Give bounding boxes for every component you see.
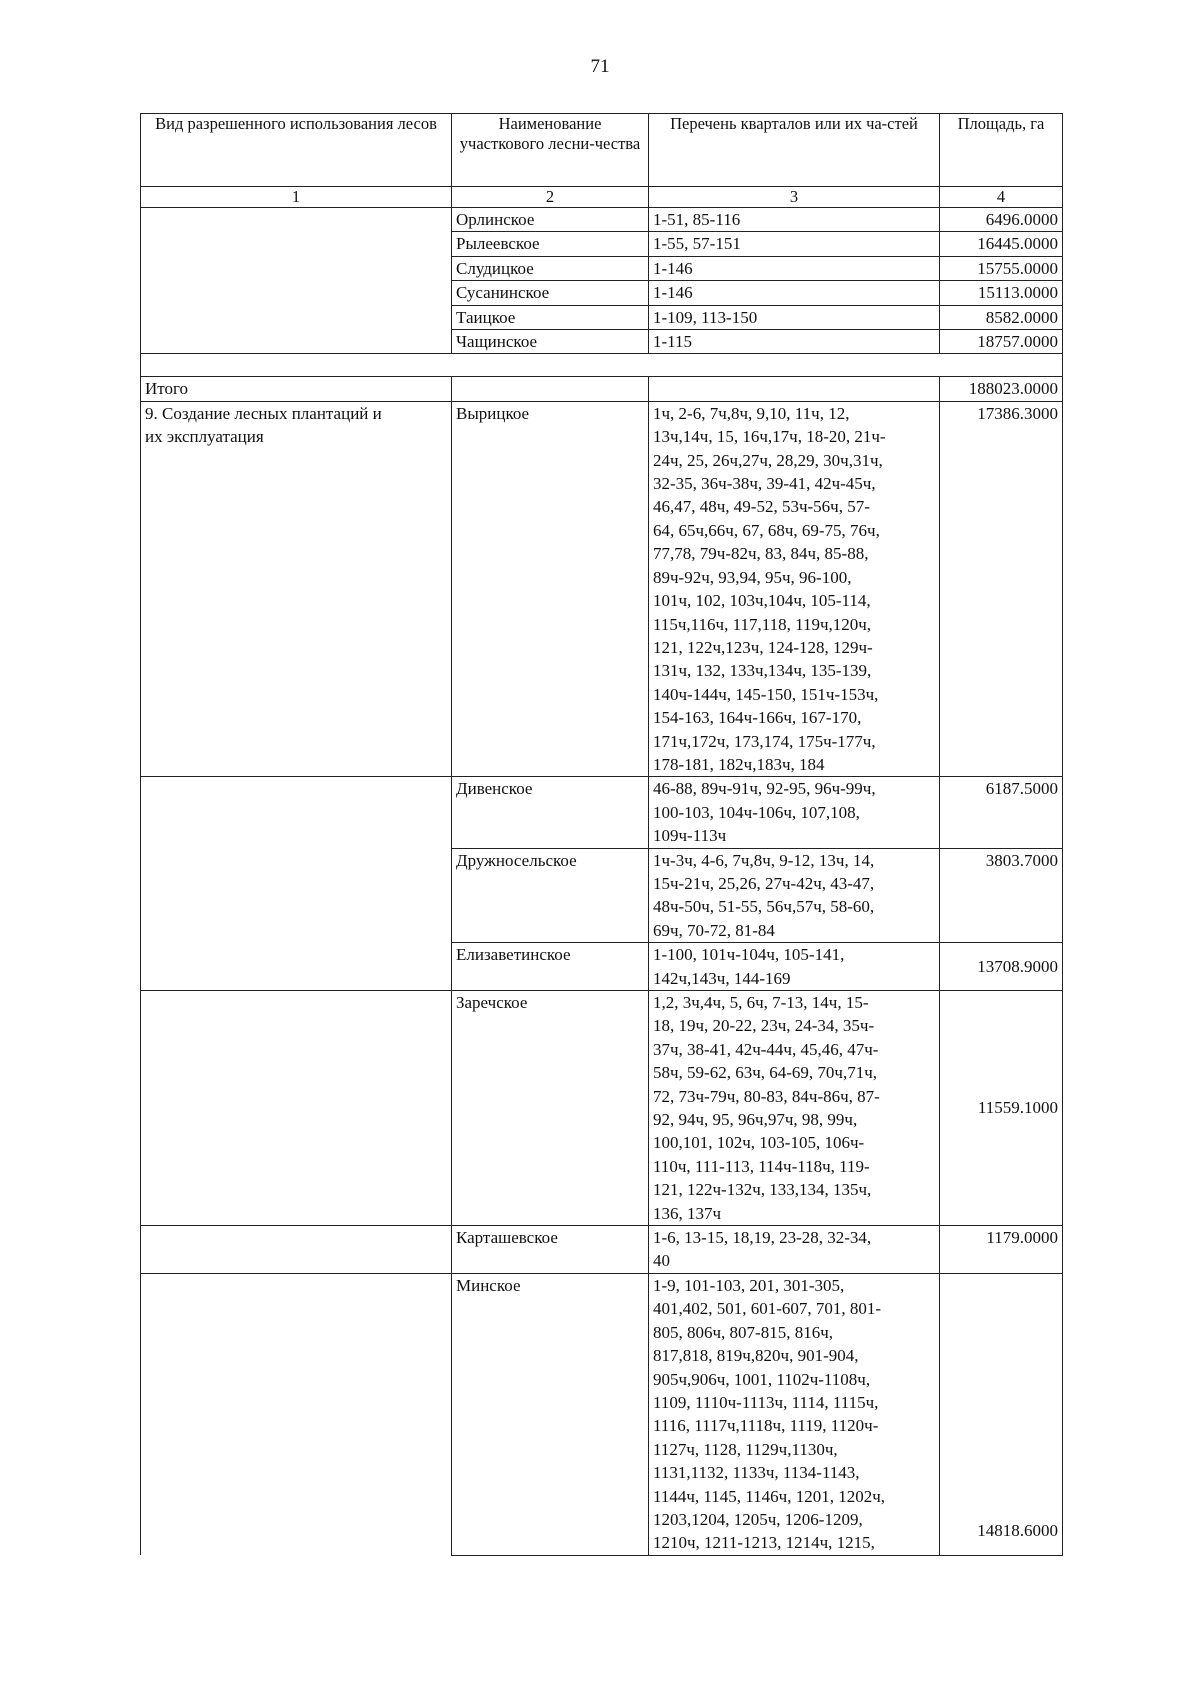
quarters-cell: 1-6, 13-15, 18,19, 23-28, 32-34, 40 [649, 1226, 940, 1274]
table-header-row [141, 114, 1063, 187]
forestry-cell: Елизаветинское [452, 943, 649, 991]
area-cell: 8582.0000 [940, 305, 1063, 329]
area-cell: 14818.6000 [940, 1273, 1063, 1555]
column-number: 1 [141, 187, 452, 208]
table-row [141, 208, 1063, 232]
area-cell: 3803.7000 [940, 848, 1063, 943]
quarters-cell: 1-55, 57-151 [649, 232, 940, 256]
header-area: Площадь, га [940, 114, 1063, 187]
area-cell: 6496.0000 [940, 208, 1063, 232]
quarters-cell: 1-9, 101-103, 201, 301-305, 401,402, 501, 601-607, 701, 801- 805, 806ч, 807-815, 816ч, 817,818, 819ч,820ч, 901-904, 905ч,906ч, 1001, 1102ч-1108ч, 1109, 1110ч-1113ч, 1114, 1115ч, 1116, 1117ч,1118ч, 1119, 1120ч- 1127ч, 1128, 1129ч,1130ч, 1131,1132, 1133ч, 1134-1143, 1144ч, 1145, 1146ч, 1201, 1202ч, 1203,1204, 1205ч, 1206-1209, 1210ч, 1211-1213, 1214ч, 1215, [649, 1273, 940, 1555]
area-cell: 16445.0000 [940, 232, 1063, 256]
column-number: 3 [649, 187, 940, 208]
total-area: 188023.0000 [940, 377, 1063, 401]
use-type-cell-empty [141, 777, 452, 991]
table-row [141, 1273, 1063, 1555]
forest-use-table [140, 113, 1063, 1556]
use-type-cell-empty [141, 208, 452, 354]
quarters-cell: 46-88, 89ч-91ч, 92-95, 96ч-99ч, 100-103, 104ч-106ч, 107,108, 109ч-113ч [649, 777, 940, 848]
forestry-cell: Дружносельское [452, 848, 649, 943]
forestry-cell: Минское [452, 1273, 649, 1555]
forestry-cell: Заречское [452, 991, 649, 1226]
area-cell: 1179.0000 [940, 1226, 1063, 1274]
use-type-cell-empty [141, 1273, 452, 1555]
use-type-cell-empty [141, 1226, 452, 1274]
area-cell: 6187.5000 [940, 777, 1063, 848]
column-number: 4 [940, 187, 1063, 208]
total-label: Итого [141, 377, 452, 401]
total-row [141, 377, 1063, 401]
area-cell: 13708.9000 [940, 943, 1063, 991]
quarters-cell: 1-109, 113-150 [649, 305, 940, 329]
forestry-cell: Орлинское [452, 208, 649, 232]
area-cell: 15113.0000 [940, 281, 1063, 305]
use-type-cell: 9. Создание лесных плантаций и их эксплуатация [141, 401, 452, 777]
quarters-cell: 1-100, 101ч-104ч, 105-141, 142ч,143ч, 144-169 [649, 943, 940, 991]
column-number: 2 [452, 187, 649, 208]
page-number: 71 [590, 56, 610, 77]
forestry-cell: Чащинское [452, 330, 649, 354]
quarters-cell: 1,2, 3ч,4ч, 5, 6ч, 7-13, 14ч, 15- 18, 19ч, 20-22, 23ч, 24-34, 35ч- 37ч, 38-41, 42ч-44ч, 45,46, 47ч- 58ч, 59-62, 63ч, 64-69, 70ч,71ч, 72, 73ч-79ч, 80-83, 84ч-86ч, 87- 92, 94ч, 95, 96ч,97ч, 98, 99ч, 100,101, 102ч, 103-105, 106ч- 110ч, 111-113, 114ч-118ч, 119- 121, 122ч-132ч, 133,134, 135ч, 136, 137ч [649, 991, 940, 1226]
table-row [141, 777, 1063, 848]
area-cell: 15755.0000 [940, 256, 1063, 280]
quarters-cell: 1ч-3ч, 4-6, 7ч,8ч, 9-12, 13ч, 14, 15ч-21ч, 25,26, 27ч-42ч, 43-47, 48ч-50ч, 51-55, 56ч,57ч, 58-60, 69ч, 70-72, 81-84 [649, 848, 940, 943]
column-number-row [141, 187, 1063, 208]
quarters-cell: 1ч, 2-6, 7ч,8ч, 9,10, 11ч, 12, 13ч,14ч, 15, 16ч,17ч, 18-20, 21ч- 24ч, 25, 26ч,27ч, 28,29, 30ч,31ч, 32-35, 36ч-38ч, 39-41, 42ч-45ч, 46,47, 48ч, 49-52, 53ч-56ч, 57- 64, 65ч,66ч, 67, 68ч, 69-75, 76ч, 77,78, 79ч-82ч, 83, 84ч, 85-88, 89ч-92ч, 93,94, 95ч, 96-100, 101ч, 102, 103ч,104ч, 105-114, 115ч,116ч, 117,118, 119ч,120ч, 121, 122ч,123ч, 124-128, 129ч- 131ч, 132, 133ч,134ч, 135-139, 140ч-144ч, 145-150, 151ч-153ч, 154-163, 164ч-166ч, 167-170, 171ч,172ч, 173,174, 175ч-177ч, 178-181, 182ч,183ч, 184 [649, 401, 940, 777]
use-type-cell-empty [141, 991, 452, 1226]
table-row [141, 401, 1063, 777]
header-use-type: Вид разрешенного использования лесов [141, 114, 452, 187]
forestry-cell: Вырицкое [452, 401, 649, 777]
area-cell: 11559.1000 [940, 991, 1063, 1226]
header-quarters: Перечень кварталов или их ча-стей [649, 114, 940, 187]
forestry-cell: Дивенское [452, 777, 649, 848]
area-cell: 18757.0000 [940, 330, 1063, 354]
forestry-cell: Слудицкое [452, 256, 649, 280]
quarters-cell: 1-146 [649, 281, 940, 305]
area-cell: 17386.3000 [940, 401, 1063, 777]
forestry-cell: Таицкое [452, 305, 649, 329]
table-row [141, 1226, 1063, 1274]
quarters-cell: 1-146 [649, 256, 940, 280]
quarters-cell: 1-115 [649, 330, 940, 354]
forestry-cell: Сусанинское [452, 281, 649, 305]
header-forestry: Наименование участкового лесни-чества [452, 114, 649, 187]
quarters-cell: 1-51, 85-116 [649, 208, 940, 232]
blank-row [141, 354, 1063, 377]
table-row [141, 991, 1063, 1226]
forestry-cell: Карташевское [452, 1226, 649, 1274]
forestry-cell: Рылеевское [452, 232, 649, 256]
